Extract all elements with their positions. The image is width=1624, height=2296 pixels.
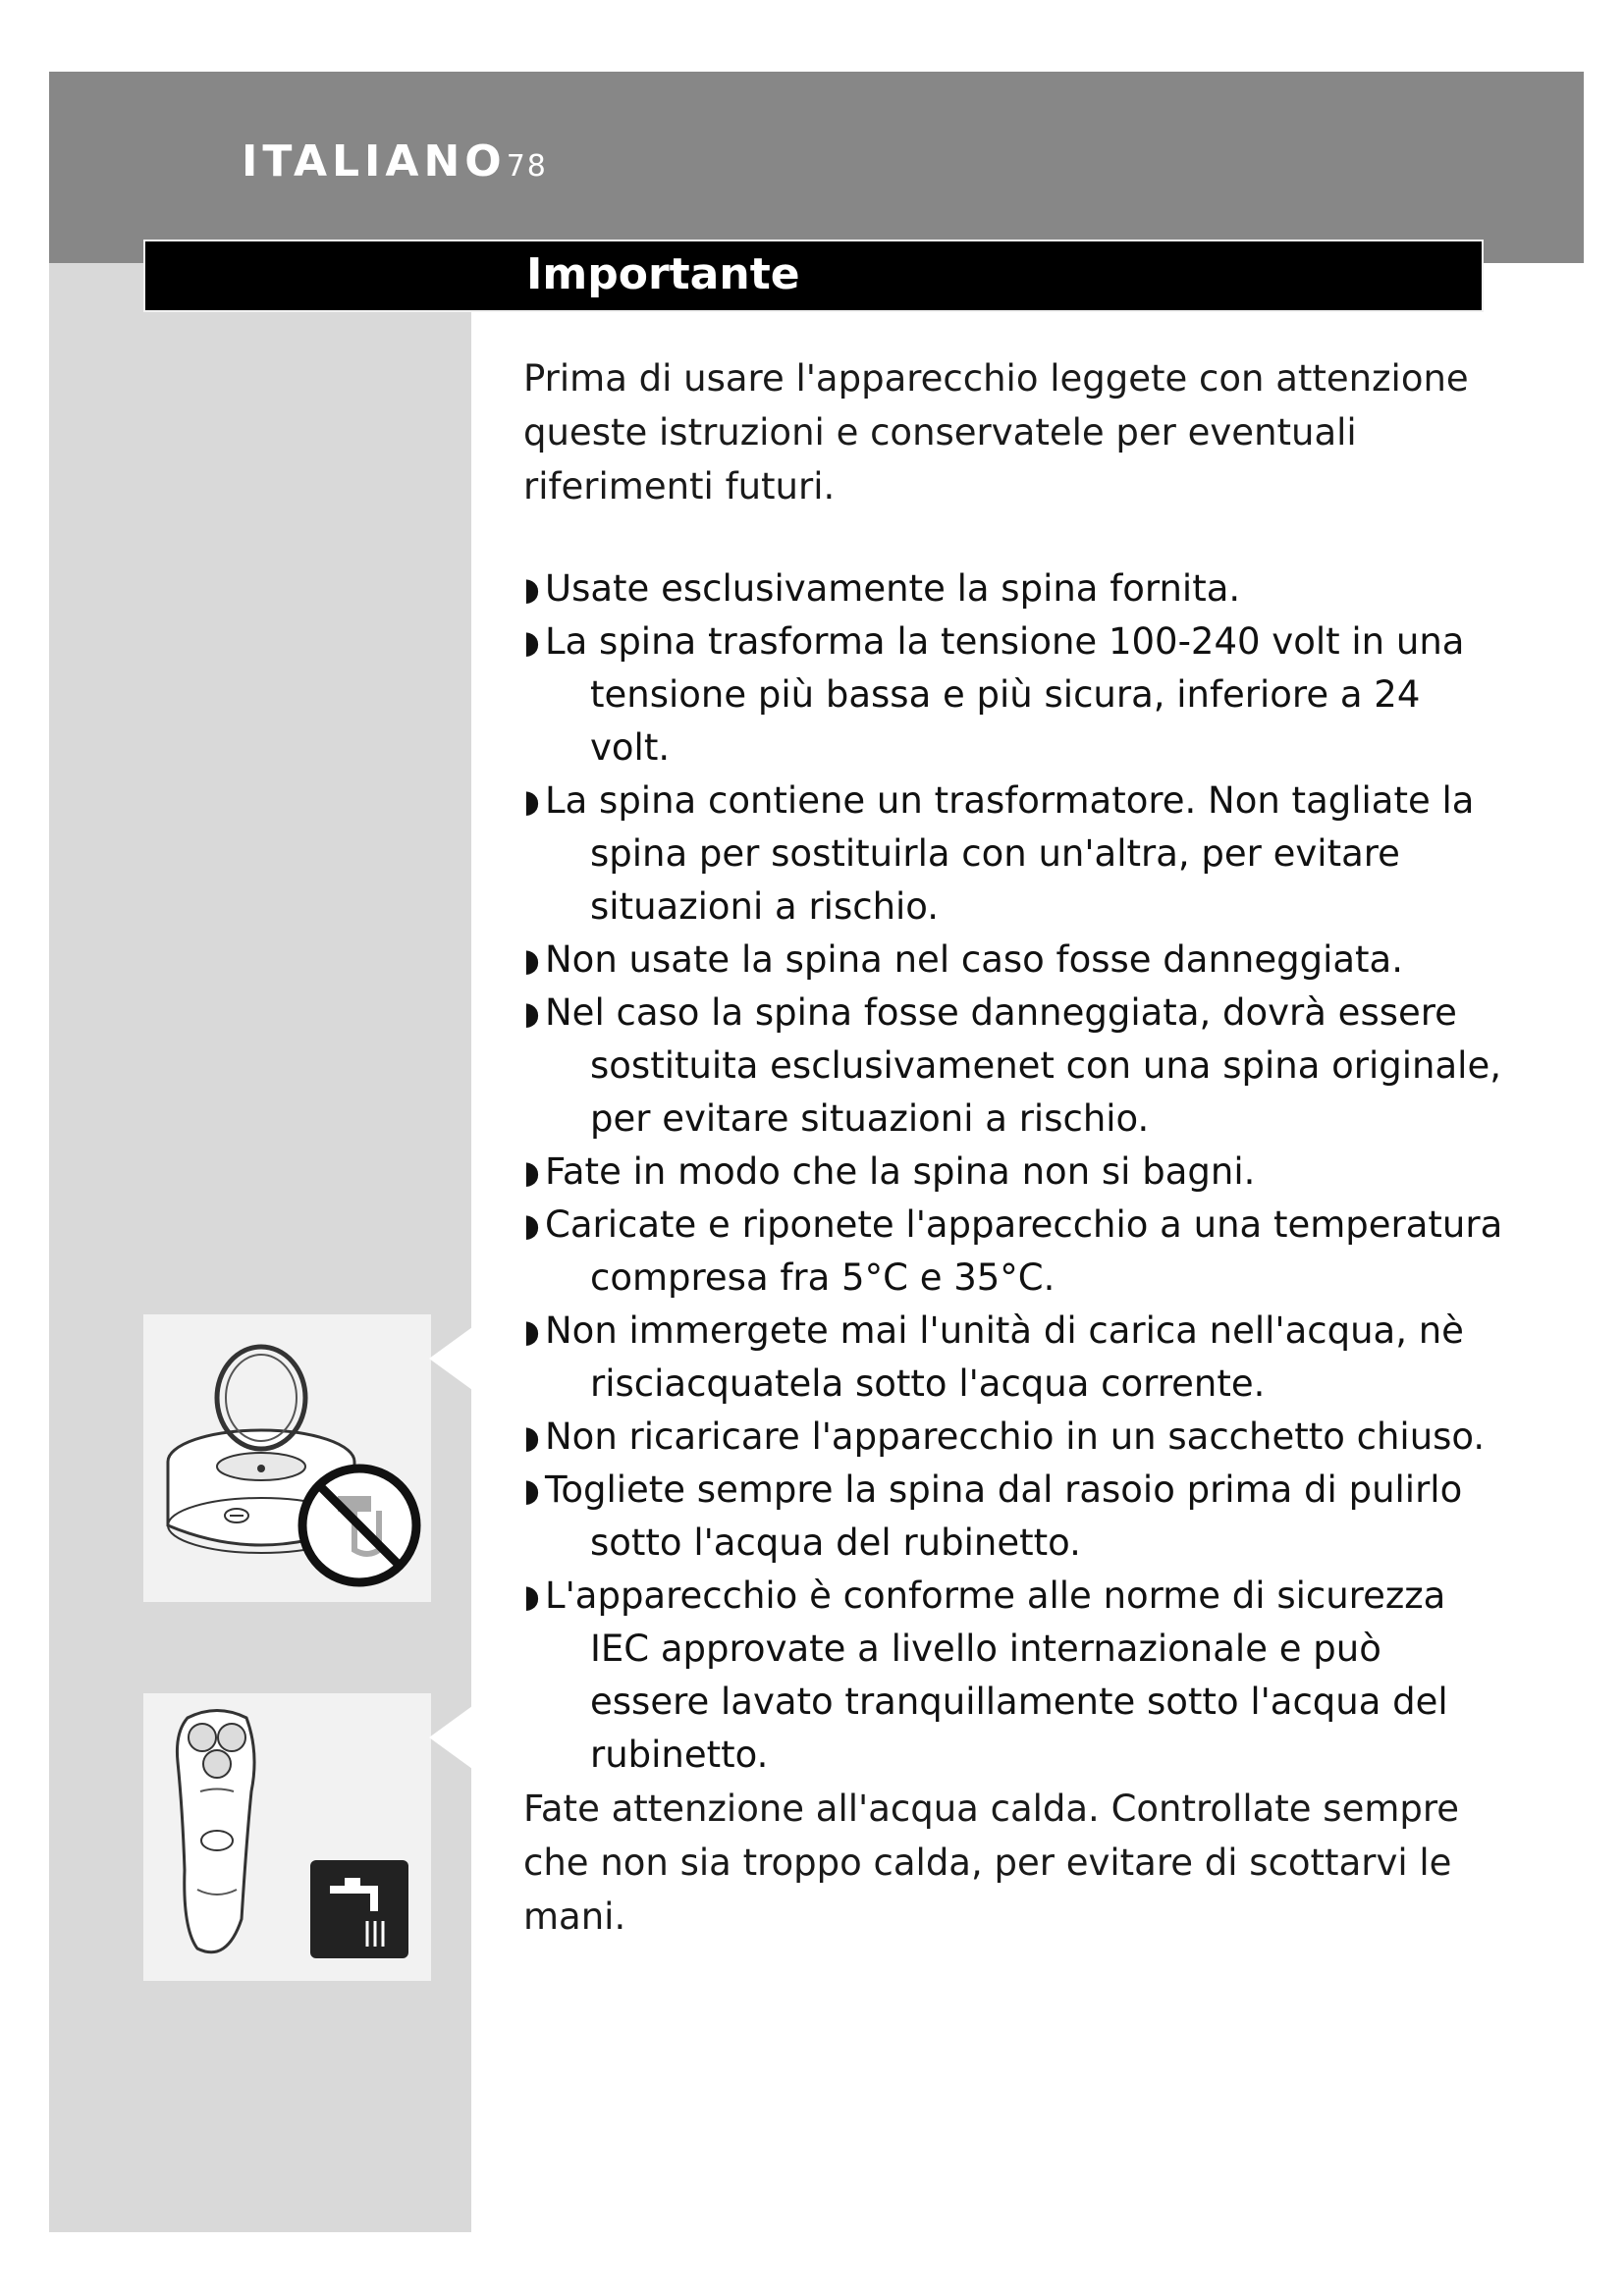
figure-pointer [429, 1327, 472, 1390]
bullet-item: ◗ Non immergete mai l'unità di carica nell'acqua, nè risciacquatela sotto l'acqua corrente. [523, 1305, 1505, 1411]
bullet-marker-icon: ◗ [523, 623, 540, 661]
shaver-rinse-figure [143, 1693, 431, 1981]
header-title [242, 136, 548, 187]
bullet-marker-icon: ◗ [523, 1153, 540, 1191]
content-column [523, 351, 1505, 1944]
intro-paragraph: Prima di usare l'apparecchio leggete con attenzione queste istruzioni e conservatele per eventuali riferimenti futuri. [523, 357, 1469, 507]
bullet-marker-icon: ◗ [523, 1312, 540, 1350]
bullet-item: ◗ La spina trasforma la tensione 100-240 volt in una tensione più bassa e più sicura, inferiore a 24 volt. [523, 615, 1505, 774]
section-title-bar [143, 240, 1484, 312]
bullet-marker-icon: ◗ [523, 570, 540, 608]
section-title: Importante [526, 249, 800, 299]
figure-pointer [429, 1706, 472, 1769]
bullet-marker-icon: ◗ [523, 941, 540, 979]
bullet-item: ◗ Non ricaricare l'apparecchio in un sacchetto chiuso. [523, 1411, 1505, 1464]
bullet-marker-icon: ◗ [523, 1471, 540, 1509]
bullet-item: ◗ Nel caso la spina fosse danneggiata, dovrà essere sostituita esclusivamenet con una spina originale, per evitare situazioni a rischio. [523, 987, 1505, 1146]
water-tap-icon [310, 1860, 408, 1958]
charger-no-water-illustration [143, 1314, 431, 1602]
charger-no-water-figure [143, 1314, 431, 1602]
page-number: 78 [506, 149, 548, 184]
closing-paragraph: Fate attenzione all'acqua calda. Controllate sempre che non sia troppo calda, per evitare di scottarvi le mani. [523, 1788, 1460, 1938]
bullet-marker-icon: ◗ [523, 1206, 540, 1244]
bullet-item: ◗ La spina contiene un trasformatore. Non tagliate la spina per sostituirla con un'altra, per evitare situazioni a rischio. [523, 774, 1505, 934]
language-label: ITALIANO [242, 136, 507, 187]
bullet-item: ◗ L'apparecchio è conforme alle norme di sicurezza IEC approvate a livello internazionale e può essere lavato tranquillamente sotto l'acqua del rubinetto. [523, 1570, 1505, 1782]
safety-bullet-list [523, 562, 1505, 1782]
shaver-rinse-illustration [143, 1693, 431, 1981]
bullet-item: ◗ Usate esclusivamente la spina fornita. [523, 562, 1505, 615]
bullet-item: ◗ Togliete sempre la spina dal rasoio prima di pulirlo sotto l'acqua del rubinetto. [523, 1464, 1505, 1570]
bullet-marker-icon: ◗ [523, 1418, 540, 1456]
bullet-marker-icon: ◗ [523, 782, 540, 820]
bullet-item: ◗ Non usate la spina nel caso fosse danneggiata. [523, 934, 1505, 987]
bullet-marker-icon: ◗ [523, 994, 540, 1032]
bullet-item: ◗ Caricate e riponete l'apparecchio a una temperatura compresa fra 5°C e 35°C. [523, 1199, 1505, 1305]
bullet-item: ◗ Fate in modo che la spina non si bagni. [523, 1146, 1505, 1199]
bullet-marker-icon: ◗ [523, 1577, 540, 1615]
